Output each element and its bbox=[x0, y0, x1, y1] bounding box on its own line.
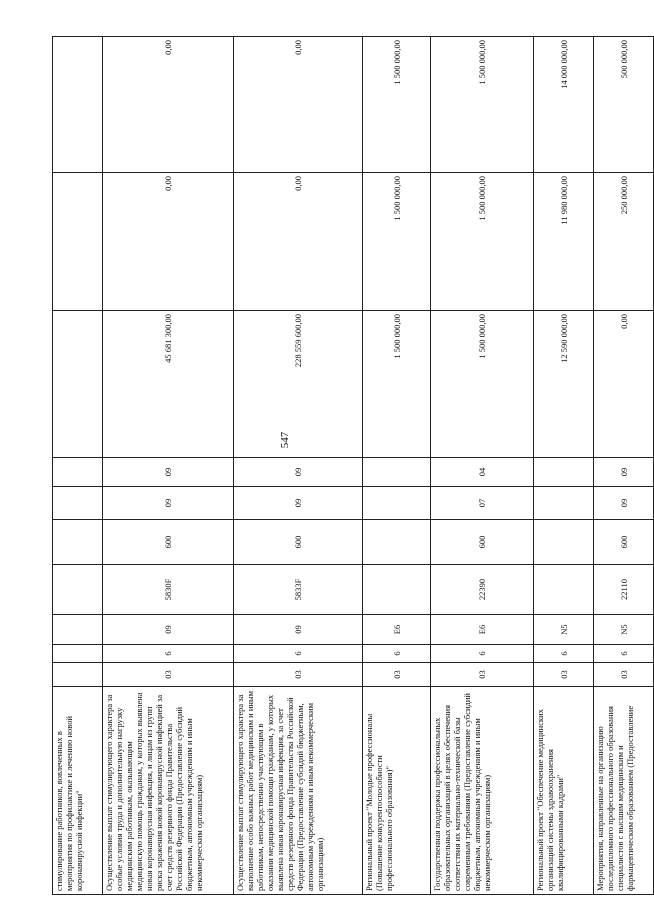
table-body bbox=[53, 37, 654, 895]
code-cell-4: 5833F bbox=[234, 565, 363, 615]
row-name-cell: стимулирование работников, вовлеченных в мероприятия по профилактике и лечению новой коронавирусной инфекции" bbox=[53, 687, 103, 895]
amount-cell-3 bbox=[53, 37, 103, 173]
code-cell-5: 600 bbox=[234, 520, 363, 565]
row-name-cell: Осуществление выплат стимулирующего характера за особые условия труда и дополнительную нагрузку медицинским работникам, оказывающим медицинскую помощь гражданам, у которых выявлена новая коронавирусная инфекция, и лицам из групп риска заражения новой коронавирусной инфекцией за счет средств резервного фонда Правительства Российской Федерации (Предоставление субсидий бюджетным, автономным учреждениям и иным некоммерческим организациям) bbox=[103, 687, 234, 895]
code-cell-2: 6 bbox=[534, 645, 594, 663]
rotated-table-container bbox=[52, 37, 635, 895]
code-cell-7: 09 bbox=[594, 458, 654, 487]
code-cell-7 bbox=[363, 458, 431, 487]
budget-table-frame bbox=[52, 37, 635, 895]
code-cell-7: 09 bbox=[103, 458, 234, 487]
amount-cell-3: 500 000,00 bbox=[594, 37, 654, 173]
code-cell-6: 09 bbox=[234, 487, 363, 520]
code-cell-1: 03 bbox=[234, 663, 363, 687]
amount-cell-1 bbox=[53, 311, 103, 458]
code-cell-3: E6 bbox=[363, 615, 431, 645]
code-cell-6: 07 bbox=[431, 487, 534, 520]
page-number: 547 bbox=[279, 431, 291, 449]
code-cell-5 bbox=[53, 520, 103, 565]
amount-cell-2 bbox=[53, 173, 103, 311]
budget-table bbox=[52, 36, 654, 895]
code-cell-4: 22110 bbox=[594, 565, 654, 615]
amount-cell-1: 0,00 bbox=[594, 311, 654, 458]
code-cell-3: 09 bbox=[103, 615, 234, 645]
code-cell-5: 600 bbox=[103, 520, 234, 565]
code-cell-5 bbox=[363, 520, 431, 565]
code-cell-6: 09 bbox=[103, 487, 234, 520]
code-cell-2: 6 bbox=[103, 645, 234, 663]
table-row bbox=[234, 37, 363, 895]
code-cell-6 bbox=[363, 487, 431, 520]
code-cell-1: 03 bbox=[534, 663, 594, 687]
code-cell-7 bbox=[53, 458, 103, 487]
amount-cell-2: 0,00 bbox=[103, 173, 234, 311]
amount-cell-3: 0,00 bbox=[234, 37, 363, 173]
code-cell-3 bbox=[53, 615, 103, 645]
amount-cell-3: 14 000 000,00 bbox=[534, 37, 594, 173]
row-name-cell: Региональный проект "Молодые профессионалы (Повышение конкурентоспособности профессионального образования)" bbox=[363, 687, 431, 895]
code-cell-6: 09 bbox=[594, 487, 654, 520]
amount-cell-2: 11 980 000,00 bbox=[534, 173, 594, 311]
amount-cell-1: 1 500 000,00 bbox=[363, 311, 431, 458]
table-row bbox=[103, 37, 234, 895]
code-cell-4 bbox=[534, 565, 594, 615]
table-row bbox=[53, 37, 103, 895]
code-cell-2: 6 bbox=[594, 645, 654, 663]
code-cell-4: 22390 bbox=[431, 565, 534, 615]
code-cell-5: 600 bbox=[431, 520, 534, 565]
code-cell-1: 03 bbox=[363, 663, 431, 687]
row-name-cell: Государственная поддержка профессиональных образовательных организаций в целях обеспечения соответствия их материально-технической базы современным требованиям (Предоставление субсидий бюджетным, автономным учреждениям и иным некоммерческим организациям) bbox=[431, 687, 534, 895]
amount-cell-1: 1 500 000,00 bbox=[431, 311, 534, 458]
code-cell-3: 09 bbox=[234, 615, 363, 645]
code-cell-3: E6 bbox=[431, 615, 534, 645]
code-cell-2: 6 bbox=[431, 645, 534, 663]
code-cell-1: 03 bbox=[431, 663, 534, 687]
code-cell-3: N5 bbox=[594, 615, 654, 645]
amount-cell-3: 0,00 bbox=[103, 37, 234, 173]
amount-cell-2: 250 000,00 bbox=[594, 173, 654, 311]
code-cell-1 bbox=[53, 663, 103, 687]
amount-cell-3: 1 500 000,00 bbox=[363, 37, 431, 173]
amount-cell-1: 228 559 600,00 bbox=[234, 311, 363, 458]
code-cell-3: N5 bbox=[534, 615, 594, 645]
amount-cell-2: 1 500 000,00 bbox=[431, 173, 534, 311]
code-cell-2: 6 bbox=[234, 645, 363, 663]
row-name-cell: Мероприятия, направленные на организацию последипломного профессионального образования специалистов с высшим медицинским и фармацевтическим образованием (Предоставление bbox=[594, 687, 654, 895]
amount-cell-2: 1 500 000,00 bbox=[363, 173, 431, 311]
amount-cell-3: 1 500 000,00 bbox=[431, 37, 534, 173]
amount-cell-1: 45 681 300,00 bbox=[103, 311, 234, 458]
code-cell-2 bbox=[53, 645, 103, 663]
row-name-cell: Региональный проект "Обеспечение медицинских организаций системы здравоохранения квалифицированными кадрами" bbox=[534, 687, 594, 895]
table-row bbox=[363, 37, 431, 895]
code-cell-6 bbox=[53, 487, 103, 520]
amount-cell-1: 12 590 000,00 bbox=[534, 311, 594, 458]
code-cell-4 bbox=[363, 565, 431, 615]
code-cell-1: 03 bbox=[594, 663, 654, 687]
code-cell-6 bbox=[534, 487, 594, 520]
code-cell-4: 5830F bbox=[103, 565, 234, 615]
table-row bbox=[534, 37, 594, 895]
code-cell-7: 09 bbox=[234, 458, 363, 487]
amount-cell-2: 0,00 bbox=[234, 173, 363, 311]
code-cell-5 bbox=[534, 520, 594, 565]
table-row bbox=[594, 37, 654, 895]
code-cell-1: 03 bbox=[103, 663, 234, 687]
row-name-cell: Осуществление выплат стимулирующего характера за выполнение особо важных работ медицинским и иным работникам, непосредственно участвующим в оказании медицинской помощи гражданам, у которых выявлена новая коронавирусная инфекция, за счет средств резервного фонда Правительства Российской Федерации (Предоставление субсидий бюджетным, автономным учреждениям и иным некоммерческим организациям) bbox=[234, 687, 363, 895]
code-cell-7 bbox=[534, 458, 594, 487]
table-row bbox=[431, 37, 534, 895]
code-cell-7: 04 bbox=[431, 458, 534, 487]
code-cell-2: 6 bbox=[363, 645, 431, 663]
code-cell-4 bbox=[53, 565, 103, 615]
code-cell-5: 600 bbox=[594, 520, 654, 565]
